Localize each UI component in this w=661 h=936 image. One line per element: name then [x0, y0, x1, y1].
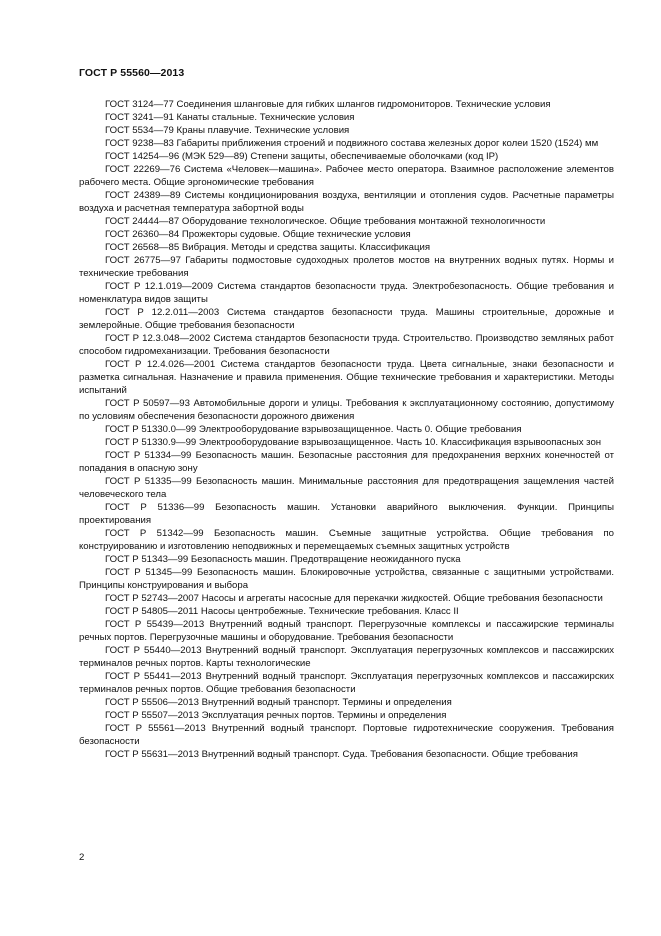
- reference-item: ГОСТ Р 12.1.019—2009 Система стандартов безопасности труда. Электробезопасность. Общие требования и номенклатура видов защиты: [79, 281, 614, 305]
- reference-item: ГОСТ Р 50597—93 Автомобильные дороги и улицы. Требования к эксплуатационному состоянию, допустимому по условиям обеспечения безопасности дорожного движения: [79, 398, 614, 422]
- reference-item: ГОСТ Р 51342—99 Безопасность машин. Съемные защитные устройства. Общие требования по конструированию и изготовлению неподвижных и перемещаемых съемных защитных устройств: [79, 528, 614, 552]
- reference-item: ГОСТ 5534—79 Краны плавучие. Технические условия: [105, 125, 350, 136]
- reference-item: ГОСТ Р 55440—2013 Внутренний водный транспорт. Эксплуатация перегрузочных комплексов и пассажирских терминалов речных портов. Карты технологические: [79, 645, 614, 669]
- reference-item: ГОСТ 24389—89 Системы кондиционирования воздуха, вентиляции и отопления судов. Расчетные параметры воздуха и расчетная температура забортной воды: [79, 190, 614, 214]
- reference-item: ГОСТ 9238—83 Габариты приближения строений и подвижного состава железных дорог колеи 1520 (1524) мм: [105, 138, 599, 149]
- reference-item: ГОСТ Р 52743—2007 Насосы и агрегаты насосные для перекачки жидкостей. Общие требования безопасности: [105, 593, 603, 604]
- reference-item: ГОСТ Р 55506—2013 Внутренний водный транспорт. Термины и определения: [105, 697, 452, 708]
- reference-item: ГОСТ Р 12.2.011—2003 Система стандартов безопасности труда. Машины строительные, дорожные и землеройные. Общие требования безопасности: [79, 307, 614, 331]
- reference-item: ГОСТ Р 51345—99 Безопасность машин. Блокировочные устройства, связанные с защитными устройствами. Принципы конструирования и выбора: [79, 567, 614, 591]
- reference-item: ГОСТ 3124—77 Соединения шланговые для гибких шлангов гидромониторов. Технические условия: [105, 99, 551, 110]
- reference-item: ГОСТ Р 55439—2013 Внутренний водный транспорт. Перегрузочные комплексы и пассажирские терминалы речных портов. Перегрузочные машины и оборудование. Требования безопасности: [79, 619, 614, 643]
- reference-item: ГОСТ Р 54805—2011 Насосы центробежные. Технические требования. Класс II: [105, 606, 459, 617]
- reference-item: ГОСТ Р 12.4.026—2001 Система стандартов безопасности труда. Цвета сигнальные, знаки безопасности и разметка сигнальная. Назначение и правила применения. Общие технические требования и характеристики. Методы испытаний: [79, 359, 614, 396]
- reference-item: ГОСТ Р 12.3.048—2002 Система стандартов безопасности труда. Строительство. Производство земляных работ способом гидромеханизации. Требования безопасности: [79, 333, 614, 357]
- reference-item: ГОСТ 14254—96 (МЭК 529—89) Степени защиты, обеспечиваемые оболочками (код IP): [105, 151, 499, 162]
- reference-item: ГОСТ 26568—85 Вибрация. Методы и средства защиты. Классификация: [105, 242, 431, 253]
- reference-item: ГОСТ Р 55561—2013 Внутренний водный транспорт. Портовые гидротехнические сооружения. Требования безопасности: [79, 723, 614, 747]
- reference-item: ГОСТ 26775—97 Габариты подмостовые судоходных пролетов мостов на внутренних водных путях. Нормы и технические требования: [79, 255, 614, 279]
- reference-item: ГОСТ Р 51335—99 Безопасность машин. Минимальные расстояния для предотвращения защемления частей человеческого тела: [79, 476, 614, 500]
- reference-item: ГОСТ Р 55507—2013 Эксплуатация речных портов. Термины и определения: [105, 710, 447, 721]
- reference-item: ГОСТ 24444—87 Оборудование технологическое. Общие требования монтажной технологичности: [105, 216, 546, 227]
- reference-item: ГОСТ Р 51343—99 Безопасность машин. Предотвращение неожиданного пуска: [105, 554, 461, 565]
- reference-item: ГОСТ 3241—91 Канаты стальные. Технические условия: [105, 112, 355, 123]
- reference-item: ГОСТ Р 51330.9—99 Электрооборудование взрывозащищенное. Часть 10. Классификация взрывоопасных зон: [105, 437, 602, 448]
- standard-header: ГОСТ Р 55560—2013: [79, 67, 185, 79]
- reference-item: ГОСТ Р 55631—2013 Внутренний водный транспорт. Суда. Требования безопасности. Общие требования: [105, 749, 578, 760]
- page-number: 2: [79, 852, 85, 863]
- reference-item: ГОСТ Р 51334—99 Безопасность машин. Безопасные расстояния для предохранения верхних конечностей от попадания в опасную зону: [79, 450, 614, 474]
- normative-references-list: [79, 98, 614, 761]
- reference-item: ГОСТ Р 51336—99 Безопасность машин. Установки аварийного выключения. Функции. Принципы проектирования: [79, 502, 614, 526]
- reference-item: ГОСТ Р 51330.0—99 Электрооборудование взрывозащищенное. Часть 0. Общие требования: [105, 424, 522, 435]
- reference-item: ГОСТ Р 55441—2013 Внутренний водный транспорт. Эксплуатация перегрузочных комплексов и пассажирских терминалов речных портов. Общие требования безопасности: [79, 671, 614, 695]
- reference-item: ГОСТ 26360—84 Прожекторы судовые. Общие технические условия: [105, 229, 411, 240]
- reference-item: ГОСТ 22269—76 Система «Человек—машина». Рабочее место оператора. Взаимное расположение элементов рабочего места. Общие эргономические требования: [79, 164, 614, 188]
